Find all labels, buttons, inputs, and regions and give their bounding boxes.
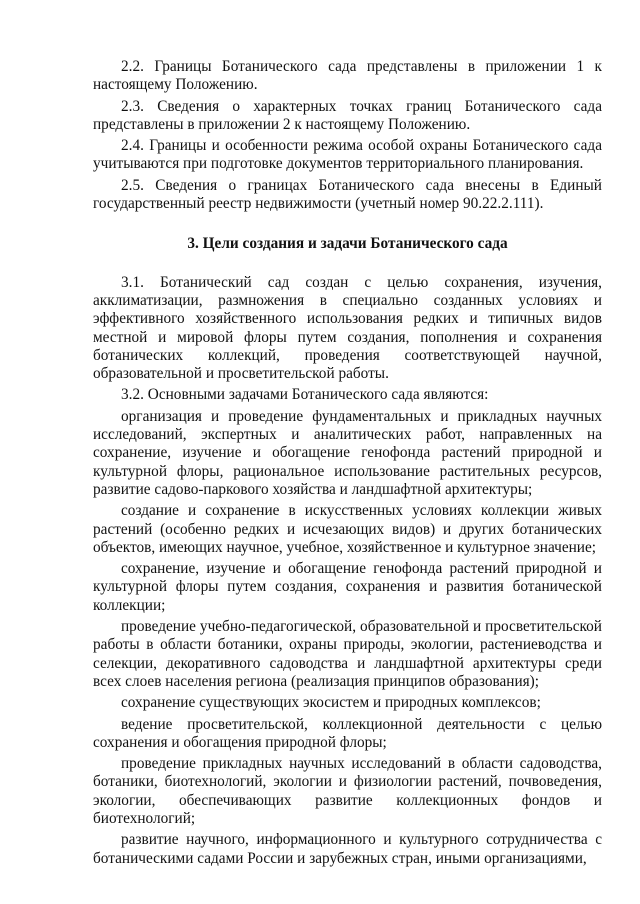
task-item: ведение просветительской, коллекционной деятельности с целью сохранения и обогащения природной флоры; [93, 715, 602, 751]
paragraph-2-5: 2.5. Сведения о границах Ботанического сада внесены в Единый государственный реестр недвижимости (учетный номер 90.22.2.111). [93, 176, 602, 213]
task-item: проведение прикладных научных исследований в области садоводства, ботаники, биотехнологий, экологии и физиологии растений, почвоведения, экологии, обеспечивающих развитие коллекционных фондов и биотехнологий; [93, 755, 602, 827]
task-item: сохранение, изучение и обогащение генофонда растений природной и культурной флоры путем создания, сохранения и развития ботанической коллекции; [93, 560, 602, 614]
paragraph-2-4: 2.4. Границы и особенности режима особой охраны Ботанического сада учитываются при подготовке документов территориального планирования. [93, 137, 602, 173]
paragraph-2-3: 2.3. Сведения о характерных точках границ Ботанического сада представлены в приложении 2 к настоящему Положению. [93, 97, 602, 133]
paragraph-2-2: 2.2. Границы Ботанического сада представлены в приложении 1 к настоящему Положению. [93, 58, 602, 94]
section-3-heading: 3. Цели создания и задачи Ботанического сада [187, 235, 508, 253]
paragraph-3-2: 3.2. Основными задачами Ботанического сада являются: [121, 386, 489, 404]
task-item: проведение учебно-педагогической, образовательной и просветительской работы в области ботаники, охраны природы, экологии, растениеводства и селекции, декоративного садоводства и ландшафтной архитектуры среди всех слоев населения региона (реализация принципов образования); [93, 618, 602, 690]
task-item: организация и проведение фундаментальных и прикладных научных исследований, экспертных и аналитических работ, направленных на сохранение, изучение и обогащение генофонда растений природной и культурной флоры, рациональное использование растительных ресурсов, развитие садово-паркового хозяйства и ландшафтной архитектуры; [93, 407, 602, 498]
task-item: сохранение существующих экосистем и природных комплексов; [121, 694, 541, 712]
task-item: развитие научного, информационного и культурного сотрудничества с ботаническими садами России и зарубежных стран, иными организациями, [93, 831, 602, 867]
task-item: создание и сохранение в искусственных условиях коллекции живых растений (особенно редких и исчезающих видов) и других ботанических объектов, имеющих научное, учебное, хозяйственное и культурное значение; [93, 502, 602, 556]
paragraph-3-1: 3.1. Ботанический сад создан с целью сохранения, изучения, акклиматизации, размножения в специально созданных условиях и эффективного хозяйственного использования редких и типичных видов местной и мировой флоры путем создания, пополнения и сохранения ботанических коллекций, проведения соответствующей научной, образовательной и просветительской работы. [93, 273, 602, 383]
